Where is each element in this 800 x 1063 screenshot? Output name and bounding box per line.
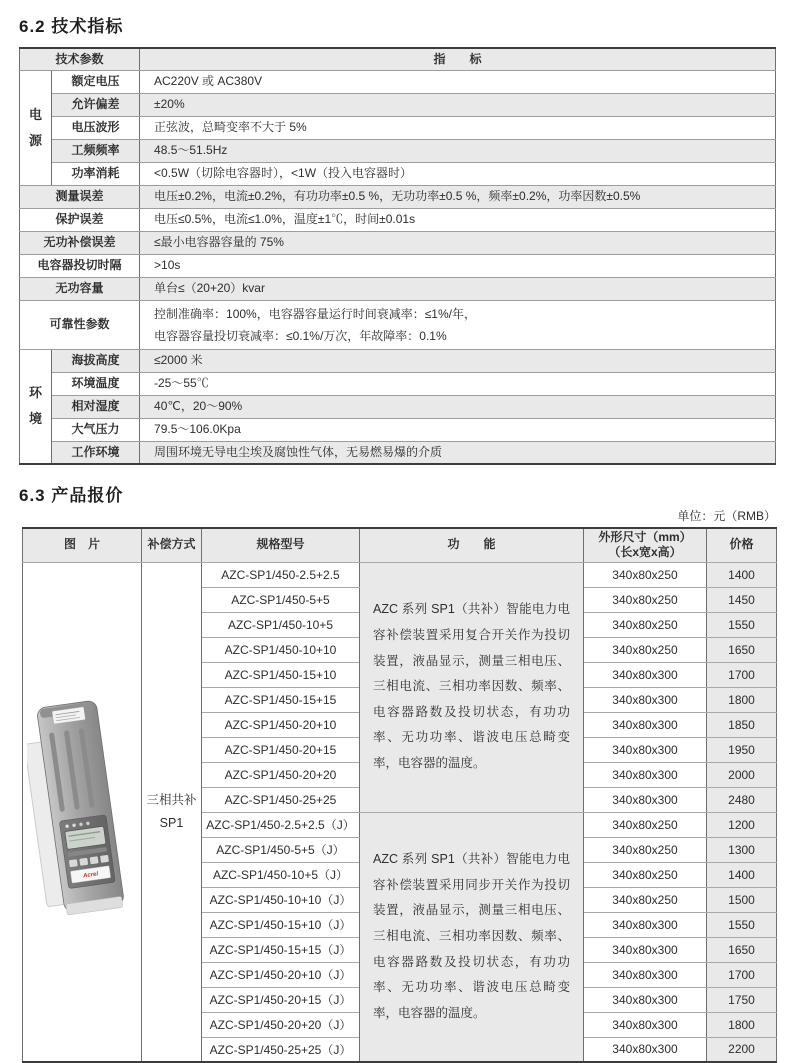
price-cell: 1650	[707, 937, 777, 962]
spec-row	[20, 277, 776, 300]
function-cell-sync-switch: AZC 系列 SP1（共补）智能电力电容补偿装置采用同步开关作为投切装置，液晶显示，测量三相电压、三相电流、三相功率因数、频率、电容器路数及投切状态，有功功率、无功功率、谐波电压总畸变率，电容器的温度。	[360, 812, 584, 1062]
size-cell: 340x80x300	[584, 962, 707, 987]
spec-value	[140, 300, 776, 349]
price-cell: 1700	[707, 962, 777, 987]
spec-value: AC220V 或 AC380V	[140, 70, 776, 93]
price-header-size-line1: 外形尺寸（mm）	[598, 529, 692, 544]
size-cell: 340x80x250	[584, 562, 707, 587]
spec-label: 工作环境	[52, 441, 140, 464]
spec-label: 海拔高度	[52, 349, 140, 372]
spec-row	[20, 395, 776, 418]
size-cell: 340x80x250	[584, 812, 707, 837]
model-cell: AZC-SP1/450-20+15	[202, 737, 360, 762]
price-header-size-line2: （长x宽x高）	[608, 545, 682, 560]
price-cell: 1800	[707, 687, 777, 712]
model-cell: AZC-SP1/450-15+10（J）	[202, 912, 360, 937]
price-cell: 1550	[707, 912, 777, 937]
compensation-mode-line: SP1	[159, 815, 184, 830]
price-cell: 1200	[707, 812, 777, 837]
function-cell-composite-switch: AZC 系列 SP1（共补）智能电力电容补偿装置采用复合开关作为投切装置，液晶显示，测量三相电压、三相电流、三相功率因数、频率、电容器路数及投切状态，有功功率、无功功率、谐波电压总畸变率，电容器的温度。	[360, 562, 584, 812]
spec-header-param: 技术参数	[20, 48, 140, 70]
price-table	[22, 527, 777, 1063]
spec-label: 保护误差	[20, 208, 140, 231]
price-cell: 1850	[707, 712, 777, 737]
unit-note: 单位：元（RMB）	[677, 509, 776, 523]
price-header-compensation: 补偿方式	[142, 528, 202, 562]
section-title-tech-specs: 6.2 技术指标	[19, 17, 124, 36]
spec-row	[20, 185, 776, 208]
product-image-cell	[23, 562, 142, 1062]
model-cell: AZC-SP1/450-10+10	[202, 637, 360, 662]
spec-value: 电压≤0.5%，电流≤1.0%，温度±1℃，时间±0.01s	[140, 208, 776, 231]
spec-row	[20, 70, 776, 93]
price-header-model: 规格型号	[202, 528, 360, 562]
size-cell: 340x80x300	[584, 712, 707, 737]
price-cell: 1800	[707, 1012, 777, 1037]
spec-label: 相对湿度	[52, 395, 140, 418]
spec-label: 电容器投切时隔	[20, 254, 140, 277]
model-cell: AZC-SP1/450-10+10（J）	[202, 887, 360, 912]
price-cell: 1300	[707, 837, 777, 862]
spec-row	[20, 139, 776, 162]
model-cell: AZC-SP1/450-10+5	[202, 612, 360, 637]
model-cell: AZC-SP1/450-25+25（J）	[202, 1037, 360, 1062]
model-cell: AZC-SP1/450-25+25	[202, 787, 360, 812]
spec-value: 单台≤（20+20）kvar	[140, 277, 776, 300]
tech-specs-table	[19, 47, 776, 465]
size-cell: 340x80x250	[584, 862, 707, 887]
model-cell: AZC-SP1/450-2.5+2.5（J）	[202, 812, 360, 837]
model-cell: AZC-SP1/450-10+5（J）	[202, 862, 360, 887]
spec-row	[20, 231, 776, 254]
spec-group-power: 电源	[20, 70, 52, 185]
model-cell: AZC-SP1/450-15+10	[202, 662, 360, 687]
size-cell: 340x80x300	[584, 737, 707, 762]
spec-label: 功率消耗	[52, 162, 140, 185]
spec-row	[20, 254, 776, 277]
size-cell: 340x80x300	[584, 1012, 707, 1037]
spec-row	[20, 162, 776, 185]
price-header-price: 价格	[707, 528, 777, 562]
size-cell: 340x80x300	[584, 687, 707, 712]
price-cell: 1750	[707, 987, 777, 1012]
price-cell: 1400	[707, 862, 777, 887]
spec-group-environment: 环境	[20, 349, 52, 464]
price-header-row	[23, 528, 777, 562]
model-cell: AZC-SP1/450-20+10（J）	[202, 962, 360, 987]
model-cell: AZC-SP1/450-2.5+2.5	[202, 562, 360, 587]
spec-value: 正弦波，总畸变率不大于 5%	[140, 116, 776, 139]
size-cell: 340x80x250	[584, 637, 707, 662]
model-cell: AZC-SP1/450-15+15	[202, 687, 360, 712]
spec-row	[20, 349, 776, 372]
price-header-function: 功 能	[360, 528, 584, 562]
price-cell: 1650	[707, 637, 777, 662]
compensation-mode-cell	[142, 562, 202, 1062]
size-cell: 340x80x250	[584, 837, 707, 862]
model-cell: AZC-SP1/450-20+15（J）	[202, 987, 360, 1012]
spec-label: 可靠性参数	[20, 300, 140, 349]
price-cell: 1500	[707, 887, 777, 912]
price-cell: 1400	[707, 562, 777, 587]
spec-row	[20, 116, 776, 139]
spec-label: 工频频率	[52, 139, 140, 162]
size-cell: 340x80x300	[584, 987, 707, 1012]
price-header-size	[584, 528, 707, 562]
device-body	[27, 700, 125, 918]
spec-row	[20, 418, 776, 441]
device-brand-text: Acrel	[82, 871, 99, 880]
size-cell: 340x80x300	[584, 912, 707, 937]
price-row	[23, 562, 777, 587]
compensation-mode-line: 三相共补	[146, 793, 197, 808]
size-cell: 340x80x250	[584, 612, 707, 637]
spec-value: -25～55℃	[140, 372, 776, 395]
spec-value: 电压±0.2%，电流±0.2%，有功功率±0.5 %，无功功率±0.5 %，频率±0.2%，功率因数±0.5%	[140, 185, 776, 208]
size-cell: 340x80x300	[584, 787, 707, 812]
model-cell: AZC-SP1/450-5+5（J）	[202, 837, 360, 862]
price-cell: 2200	[707, 1037, 777, 1062]
size-cell: 340x80x300	[584, 762, 707, 787]
size-cell: 340x80x250	[584, 887, 707, 912]
spec-row	[20, 300, 776, 349]
spec-value: ±20%	[140, 93, 776, 116]
price-cell: 1700	[707, 662, 777, 687]
spec-label: 无功补偿误差	[20, 231, 140, 254]
spec-label: 电压波形	[52, 116, 140, 139]
spec-row	[20, 372, 776, 395]
price-cell: 2000	[707, 762, 777, 787]
section-title-pricing: 6.3 产品报价	[19, 486, 124, 505]
spec-row	[20, 93, 776, 116]
model-cell: AZC-SP1/450-20+20	[202, 762, 360, 787]
spec-label: 无功容量	[20, 277, 140, 300]
spec-value: 40℃，20～90%	[140, 395, 776, 418]
model-cell: AZC-SP1/450-20+20（J）	[202, 1012, 360, 1037]
spec-header-row	[20, 48, 776, 70]
spec-label: 环境温度	[52, 372, 140, 395]
price-cell: 1950	[707, 737, 777, 762]
spec-value: 周围环境无导电尘埃及腐蚀性气体，无易燃易爆的介质	[140, 441, 776, 464]
spec-header-indicator: 指 标	[140, 48, 776, 70]
size-cell: 340x80x300	[584, 1037, 707, 1062]
spec-value: 79.5～106.0Kpa	[140, 418, 776, 441]
price-header-picture: 图 片	[23, 528, 142, 562]
model-cell: AZC-SP1/450-20+10	[202, 712, 360, 737]
size-cell: 340x80x300	[584, 662, 707, 687]
size-cell: 340x80x250	[584, 587, 707, 612]
spec-label: 允许偏差	[52, 93, 140, 116]
spec-label: 大气压力	[52, 418, 140, 441]
price-cell: 1450	[707, 587, 777, 612]
spec-value-line: 电容器容量投切衰减率：≤0.1%/万次，年故障率：0.1%	[154, 328, 447, 343]
spec-value: >10s	[140, 254, 776, 277]
spec-label: 测量误差	[20, 185, 140, 208]
price-cell: 1550	[707, 612, 777, 637]
spec-row	[20, 441, 776, 464]
spec-value: 48.5～51.5Hz	[140, 139, 776, 162]
price-cell: 2480	[707, 787, 777, 812]
model-cell: AZC-SP1/450-5+5	[202, 587, 360, 612]
spec-value: ≤最小电容器容量的 75%	[140, 231, 776, 254]
product-photo	[27, 691, 137, 929]
spec-value: ≤2000 米	[140, 349, 776, 372]
model-cell: AZC-SP1/450-15+15（J）	[202, 937, 360, 962]
spec-label: 额定电压	[52, 70, 140, 93]
spec-row	[20, 208, 776, 231]
spec-value-line: 控制准确率：100%，电容器容量运行时间衰减率：≤1%/年，	[154, 306, 476, 321]
spec-value: <0.5W（切除电容器时），<1W（投入电容器时）	[140, 162, 776, 185]
size-cell: 340x80x300	[584, 937, 707, 962]
